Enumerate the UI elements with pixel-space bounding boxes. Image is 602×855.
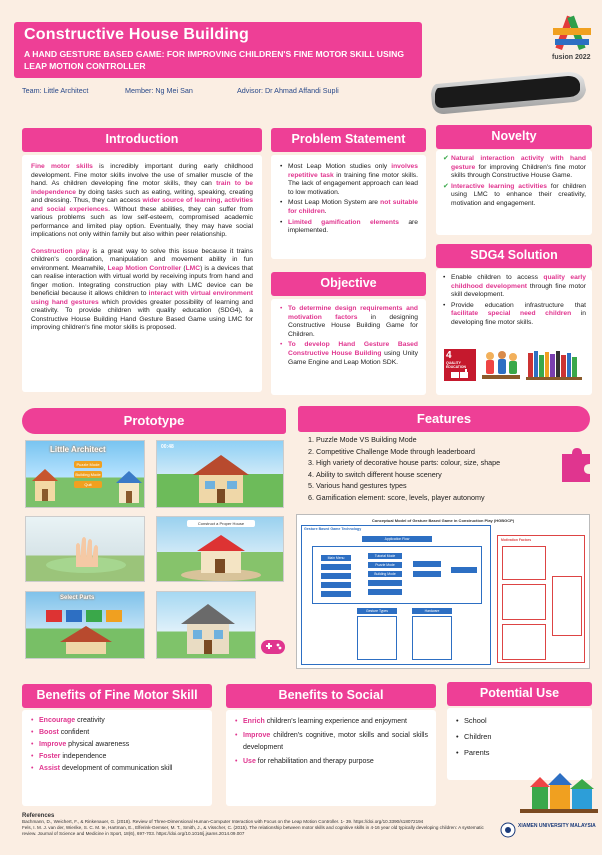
highlight-text: wider source of learning, activities and social experiences — [31, 197, 253, 213]
benefit-fine-item — [30, 764, 204, 774]
body-text: Most Leap Motion studies only — [288, 163, 392, 170]
diagram-motivation-label: Motivation Factors — [501, 538, 532, 542]
diagram-app-flow: Application Flow — [362, 536, 432, 542]
select-parts-text: Select Parts — [60, 595, 95, 601]
hand-gesture-icon — [36, 527, 136, 577]
novelty-item — [442, 183, 586, 209]
diagram-motivation-group-1 — [502, 546, 546, 580]
body-text: ( — [181, 264, 186, 272]
benefit-social-item — [234, 716, 428, 728]
benefit-social-item — [234, 730, 428, 754]
benefit-fine-item — [30, 716, 204, 726]
sdg4-badge-number: 4 — [446, 350, 452, 361]
puzzle-mode-button: Puzzle Mode — [74, 461, 102, 468]
body-text: for improving Children's fine motor skills through Constructive House Game. — [451, 163, 586, 180]
diagram-node-4 — [321, 591, 351, 597]
introduction-box — [22, 155, 262, 392]
body-text: in developing fine motor skills. — [451, 310, 586, 326]
university-crest-icon — [500, 822, 516, 838]
body-text: in designing Constructive House Building Game for Children. — [288, 313, 418, 338]
diagram-motivation-group-3 — [502, 624, 546, 660]
highlight-text: To determine design requirements and motivation factors — [288, 305, 418, 321]
problem-item — [279, 199, 418, 216]
features-heading: Features — [298, 406, 590, 432]
screenshot-construct-house — [156, 516, 284, 582]
reference-1: Bachmann, D., Weichert, F., & Rinkenauer, G. (2018). Review of Three-Dimensional Human-Computer Interaction with Focus on the Leap Motion Controller. 1- 39. https://doi.org/10.3390/s18072194 — [22, 819, 424, 824]
sdg4-badge-text: QUALITY EDUCATION — [446, 361, 466, 369]
diagram-motivation-box — [497, 535, 585, 663]
highlight-text: facilitate special need children — [451, 310, 572, 318]
sdg4-heading: SDG4 Solution — [436, 244, 592, 268]
body-text: by doing tasks such as eating, writing, speaking, creating and dressing. Thus, they can access — [31, 188, 253, 204]
diagram-title: Conceptual Model of Gesture Based Game in Construction Play (HGBGCP) — [371, 518, 515, 523]
house-right-icon — [114, 469, 144, 505]
diagram-motivation-group-2 — [502, 584, 546, 620]
sdg4-list — [442, 274, 586, 328]
problem-heading: Problem Statement — [271, 128, 426, 152]
children-group-icon — [482, 349, 520, 381]
problem-item — [279, 163, 418, 197]
benefits-fine-heading: Benefits of Fine Motor Skill — [22, 684, 212, 708]
house-left-icon — [30, 467, 60, 503]
scenery-house-icon — [173, 600, 243, 658]
body-text: for children using LMC to enhance their creativity, motivation and engagement. — [451, 182, 586, 207]
diagram-node-6 — [368, 589, 402, 595]
body-text: Most Leap Motion System are — [288, 199, 381, 207]
diagram-gbt-box — [301, 525, 491, 665]
body-text: Enable children to access — [451, 274, 544, 281]
leap-motion-device-icon — [428, 60, 596, 120]
benefit-fine-item — [30, 740, 204, 750]
feature-item: 2. Competitive Challenge Mode through leaderboard — [316, 446, 538, 458]
reference-2: Fels, I. M. J. van der, Wierike, S. C. M. te, Hartman, E., Elferink-Gemser, M. T., Smith, J., & Visscher, C. (2015). The relationship between motor skills and cognitive skills in 4-16 year old typically developing children: A systematic review. Journal of Science and Medicine in Sport, 18(6), 697-703. https://doi.org/10.1016/j.jsams.2014.09.007 — [22, 825, 484, 836]
poster-subtitle: A HAND GESTURE BASED GAME: FOR IMPROVING CHILDREN'S FINE MOTOR SKILL USING LEAP MOTION CONTROLLER — [24, 49, 405, 71]
potential-box — [447, 708, 592, 780]
highlight-text: Boost — [39, 729, 59, 736]
feature-item: 5. Various hand gestures types — [316, 480, 538, 492]
screenshot-main-menu — [25, 440, 145, 508]
body-text: is a great way to solve this issue because it trains children's coordination, manipulation and movement ability in fun environment. Meanwhile, — [31, 247, 253, 272]
diagram-hardware: Hardware — [412, 608, 452, 614]
features-list — [298, 434, 538, 503]
highlight-text: Fine motor skills — [31, 163, 93, 170]
university-chinese-name — [518, 832, 588, 839]
diagram-node-8 — [413, 571, 441, 577]
diagram-flow-box — [312, 546, 482, 604]
puzzle-house-icon — [191, 453, 251, 505]
poster-title: Constructive House Building — [24, 26, 249, 43]
diagram-node-7 — [413, 561, 441, 567]
prototype-heading: Prototype — [22, 408, 286, 434]
diagram-gesture-box — [357, 616, 397, 660]
body-text: confident — [58, 729, 90, 736]
diagram-node-5 — [368, 580, 402, 586]
highlight-text: not suitable for children — [288, 199, 418, 215]
body-text: in training fine motor skills. The lack of engagement approach can lead to low motivation. — [288, 171, 419, 196]
quit-button: Quit — [74, 481, 102, 488]
prototype-gallery — [22, 436, 286, 668]
feature-item: 3. High variety of decorative house parts: colour, size, shape — [316, 457, 538, 469]
timer-text: 00:48 — [161, 444, 174, 450]
introduction-paragraph-2 — [31, 248, 253, 333]
highlight-text: Construction play — [31, 247, 90, 255]
benefits-social-box — [226, 710, 436, 806]
sdg4-badge — [444, 349, 476, 381]
highlight-text: Natural interaction activity with hand gesture — [451, 155, 586, 171]
highlight-text: Enrich — [243, 718, 265, 725]
novelty-item — [442, 155, 586, 181]
body-text: for rehabilitation and therapy purpose — [255, 758, 374, 765]
body-text: children's cognitive, motor skills and social skills development — [243, 732, 428, 751]
highlight-text: interact with virtual environment using hand gestures — [31, 290, 253, 306]
member-name: Member: Ng Mei San — [125, 86, 193, 95]
feature-item: 1. Puzzle Mode VS Building Mode — [316, 434, 538, 446]
houses-illustration-icon — [520, 773, 598, 817]
problem-list — [279, 163, 418, 236]
diagram-node-9 — [451, 567, 477, 573]
body-text: are implemented. — [288, 218, 418, 235]
novelty-heading: Novelty — [436, 125, 592, 149]
highlight-text: Interactive learning activities — [451, 182, 547, 190]
novelty-list — [442, 155, 586, 209]
highlight-text: quality early childhood development — [451, 274, 586, 290]
highlight-text: LMC — [185, 264, 201, 272]
body-text: which provides greater possibility of learning and creativity. To provide children with quality education (SDG4), a Constructive House Building Hand Gesture Based Game using LMC for improving children's fine motor skills is proposed. — [31, 298, 253, 331]
body-text: . Without these abilities, they can suffer from various problems such as low self-esteem, compromised academic performance and limited play option. Eventually, they may have social implications not only within family but also within peer relationship. — [31, 205, 253, 238]
problem-item — [279, 219, 418, 236]
diagram-tutorial: Tutorial Mode — [368, 553, 402, 559]
benefits-social-heading: Benefits to Social — [226, 684, 436, 708]
feature-item: 6. Gamification element: score, levels, player autonomy — [316, 492, 538, 504]
screenshot-hand-tutorial — [25, 516, 145, 582]
parts-selection-icon — [36, 604, 136, 656]
book-pencil-icon — [450, 369, 470, 379]
team-name: Team: Little Architect — [22, 86, 89, 95]
game-title-text: Little Architect — [50, 445, 106, 454]
objective-item — [279, 341, 418, 367]
university-name: XIAMEN UNIVERSITY MALAYSIA — [518, 823, 596, 829]
highlight-text: Assist — [39, 765, 61, 772]
highlight-text: Foster — [39, 753, 61, 760]
benefits-fine-list — [30, 716, 204, 774]
benefit-fine-item — [30, 728, 204, 738]
screenshot-scenery — [156, 591, 256, 659]
highlight-text: Use — [243, 758, 256, 765]
body-text: children's learning experience and enjoyment — [264, 718, 407, 725]
objective-list — [279, 305, 418, 367]
introduction-heading: Introduction — [22, 128, 262, 152]
references — [22, 813, 492, 837]
references-heading: References — [22, 813, 55, 819]
highlight-text: Leap Motion Controller — [107, 264, 182, 272]
construct-title-text: Construct a Proper House — [187, 520, 255, 527]
puzzle-piece-icon — [554, 446, 594, 486]
objective-heading: Objective — [271, 272, 426, 296]
features-box — [298, 434, 538, 503]
diagram-building: Building Mode — [368, 571, 402, 577]
body-text: through fine motor skill development. — [451, 282, 586, 299]
benefits-social-list — [234, 716, 428, 768]
screenshot-select-parts — [25, 591, 145, 659]
building-mode-button: Building Mode — [75, 472, 101, 477]
diagram-node-1 — [321, 564, 351, 570]
advisor-name: Advisor: Dr Ahmad Affandi Supli — [237, 86, 339, 95]
diagram-gbt-label: Gesture Based Game Technology — [304, 527, 362, 531]
construct-house-icon — [179, 531, 263, 581]
sdg4-item — [442, 274, 586, 300]
conceptual-model-diagram — [296, 514, 590, 669]
fusion-year: fusion 2022 — [552, 54, 591, 61]
problem-box — [271, 155, 426, 259]
diagram-motivation-group-4 — [552, 576, 582, 636]
feature-item: 4. Ability to switch different house scenery — [316, 469, 538, 481]
objective-item — [279, 305, 418, 339]
screenshot-puzzle-mode — [156, 440, 284, 508]
diagram-node-3 — [321, 582, 351, 588]
body-text: is incredibly important during early childhood development. Fine motor skills involve the use of smaller muscle of the hand. As children developing fine motor skills, they can — [31, 163, 253, 187]
highlight-text: train to be independence — [31, 180, 253, 196]
potential-item: • School — [455, 714, 584, 728]
body-text: development of communication skill — [60, 765, 173, 772]
bookshelf-icon — [526, 349, 584, 381]
diagram-puzzle: Puzzle Mode — [368, 562, 402, 568]
potential-list — [455, 714, 584, 760]
highlight-text: Improve — [243, 732, 271, 739]
body-text: independence — [60, 753, 107, 760]
highlight-text: Encourage — [39, 717, 76, 724]
potential-item: • Parents — [455, 746, 584, 760]
diagram-gesture-types: Gesture Types — [357, 608, 397, 614]
body-text: . — [324, 207, 327, 215]
highlight-text: Improve — [39, 741, 67, 748]
poster-header — [14, 22, 422, 78]
benefits-fine-box — [22, 710, 212, 806]
sdg4-item — [442, 302, 586, 328]
objective-box — [271, 299, 426, 395]
body-text: using Unity Game Engine and Leap Motion SDK. — [288, 349, 418, 366]
potential-item: • Children — [455, 730, 584, 744]
novelty-box — [436, 150, 592, 235]
diagram-node-2 — [321, 573, 351, 579]
potential-heading: Potential Use — [447, 682, 592, 706]
body-text: creativity — [75, 717, 105, 724]
diagram-hardware-box — [412, 616, 452, 660]
highlight-text: To develop Hand Gesture Based Constructive House Building — [288, 341, 418, 357]
diagram-main-menu: Main Menu — [321, 555, 351, 561]
highlight-text: Limited gamification elements — [288, 218, 399, 226]
body-text: ) is a devices that can realise interaction with virtual world by receiving inputs from hand and finger motion. Integrating construction play with LMC device can be beneficial because it allows children to — [31, 264, 253, 297]
body-text: Provide education infrastructure that — [451, 301, 586, 309]
gamepad-icon — [259, 636, 287, 658]
highlight-text: involves repetitive task — [288, 163, 418, 179]
introduction-paragraph-1 — [31, 163, 253, 240]
sdg4-box — [436, 269, 592, 395]
benefit-social-item — [234, 756, 428, 768]
benefit-fine-item — [30, 752, 204, 762]
body-text: physical awareness — [66, 741, 130, 748]
